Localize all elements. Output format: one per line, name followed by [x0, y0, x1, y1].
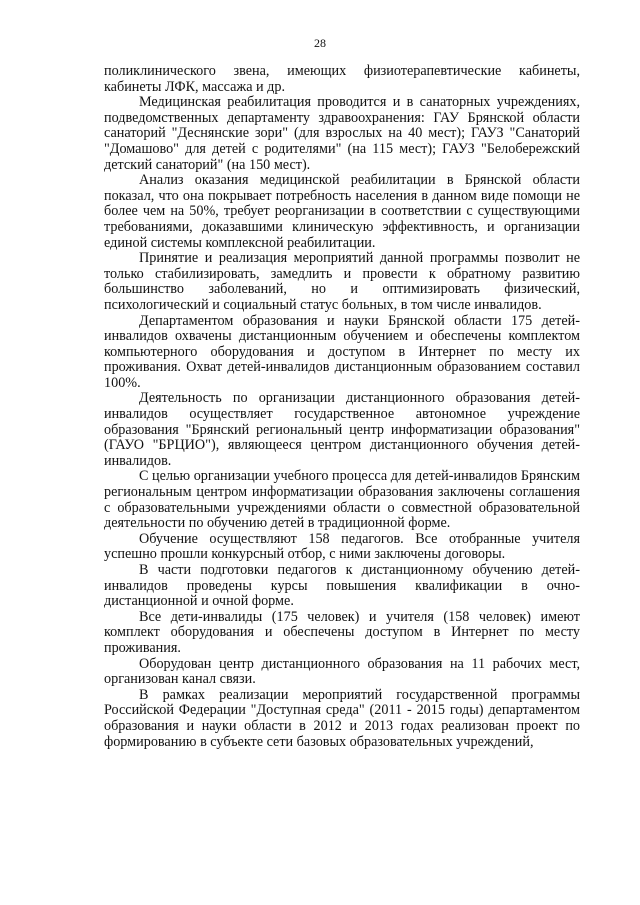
paragraph: Департаментом образования и науки Брянской области 175 детей-инвалидов охвачены дистанционным обучением и обеспечены комплектом компьютерного оборудования и доступом в Интернет по месту их проживания. Охват детей-инвалидов дистанционным образованием составил 100%.	[104, 312, 580, 391]
paragraph: В части подготовки педагогов к дистанционному обучению детей-инвалидов проведены курсы повышения квалификации в очно-дистанционной и очной форме.	[104, 562, 580, 610]
paragraph: Деятельность по организации дистанционного образования детей-инвалидов осуществляет государственное автономное учреждение образования "Брянский региональный центр информатизации образования" (ГАУО "БРЦИО"), являющееся центром дистанционного обучения детей-инвалидов.	[104, 390, 580, 469]
paragraph: Обучение осуществляют 158 педагогов. Все отобранные учителя успешно прошли конкурсный отбор, с ними заключены договоры.	[104, 530, 580, 563]
paragraph: Медицинская реабилитация проводится и в санаторных учреждениях, подведомственных департаменту здравоохранения: ГАУ Брянской области санаторий "Деснянские зори" (для взрослых на 40 мест); ГАУЗ "Санаторий "Домашово" для детей с родителями" (на 115 мест); ГАУЗ "Белобережский детский санаторий" (на 150 мест).	[104, 94, 580, 173]
paragraph: Все дети-инвалиды (175 человек) и учителя (158 человек) имеют комплект оборудования и обеспечены доступом в Интернет по месту проживания.	[104, 608, 580, 656]
paragraph: Принятие и реализация мероприятий данной программы позволит не только стабилизировать, замедлить и провести к обратному развитию большинство заболеваний, но и оптимизировать физический, психологический и социальный статус больных, в том числе инвалидов.	[104, 250, 580, 313]
paragraph: В рамках реализации мероприятий государственной программы Российской Федерации "Доступная среда" (2011 - 2015 годы) департаментом образования и науки области в 2012 и 2013 годах реализован проект по формированию в субъекте сети базовых образовательных учреждений,	[104, 686, 580, 750]
paragraph-continuation: поликлинического звена, имеющих физиотерапевтические кабинеты, кабинеты ЛФК, массажа и др.	[104, 63, 580, 95]
document-body	[104, 64, 580, 750]
paragraph: Оборудован центр дистанционного образования на 11 рабочих мест, организован канал связи.	[104, 655, 580, 688]
page-number: 28	[314, 36, 326, 50]
paragraph: С целью организации учебного процесса для детей-инвалидов Брянским региональным центром информатизации образования заключены соглашения с образовательными учреждениями области о совместной образовательной деятельности по обучению детей в традиционной форме.	[104, 468, 580, 532]
paragraph: Анализ оказания медицинской реабилитации в Брянской области показал, что она покрывает потребность населения в данном виде помощи не более чем на 50%, требует реорганизации в соответствии с существующими требованиями, доказавшими клиническую эффективность, и организации единой системы комплексной реабилитации.	[104, 172, 580, 251]
